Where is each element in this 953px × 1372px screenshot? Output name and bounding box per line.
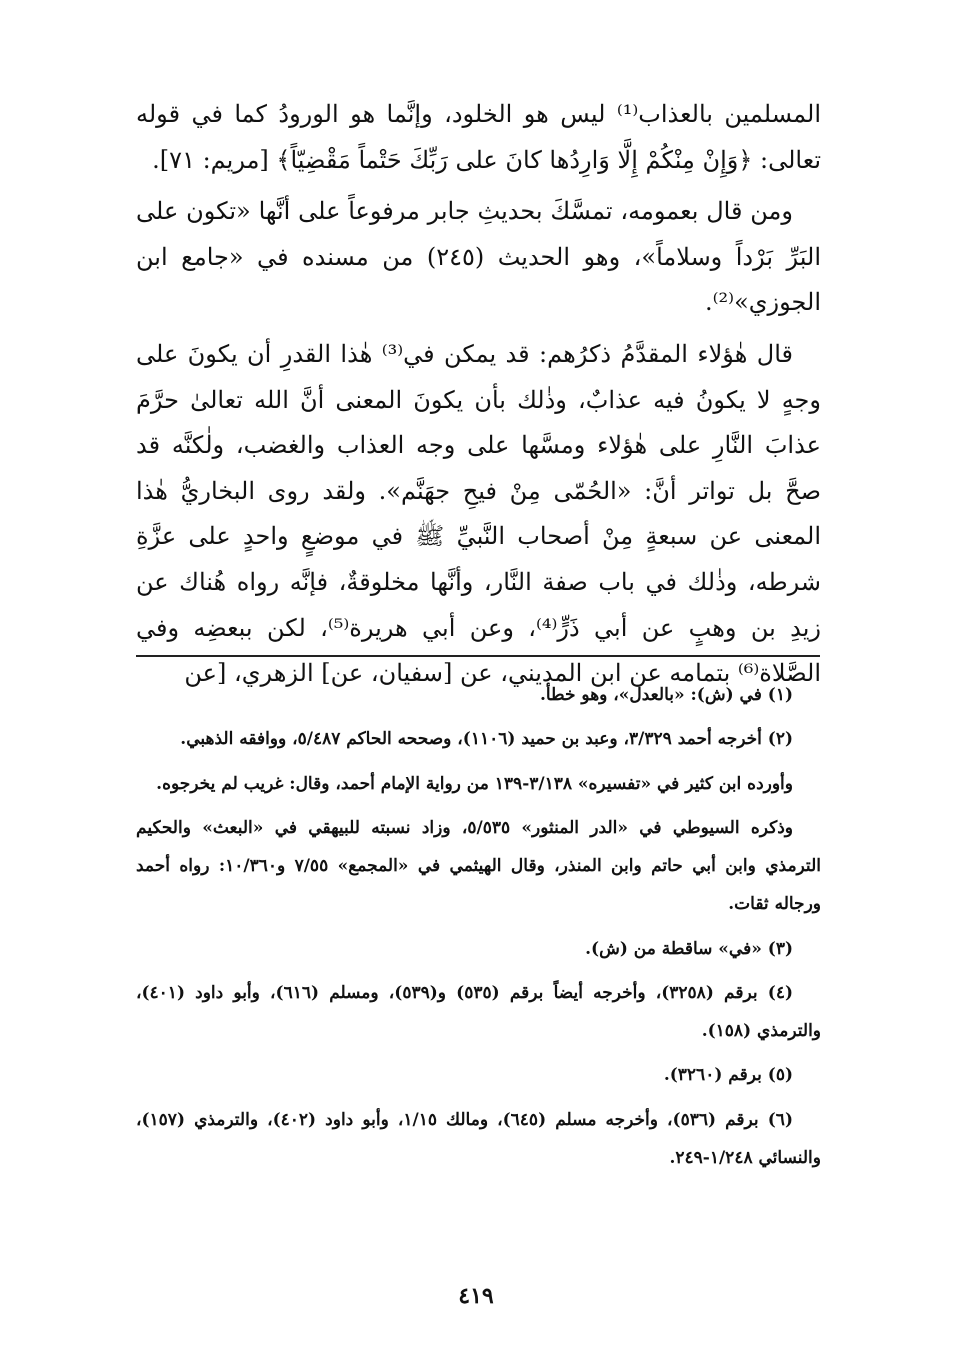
footnotes — [136, 676, 821, 1183]
footnote-separator — [136, 655, 820, 657]
footnote-2-continuation-b: وذكره السيوطي في «الدر المنثور» ٥/٥٣٥، وزاد نسبته للبيهقي في «البعث» والحكيم الترمذي وابن أبي حاتم وابن المنذر، وقال الهيثمي في «المجمع» ٧/٥٥ و١٠/٣٦٠: رواه أحمد ورجاله ثقات. — [136, 817, 821, 915]
footnote-6: (٦) برقم (٥٣٦)، وأخرجه مسلم (٦٤٥)، ومالك ١/١٥، وأبو داود (٤٠٢)، والترمذي (١٥٧)، والنسائي ١/٢٤٨-٢٤٩. — [136, 1109, 821, 1168]
footnote-5: (٥) برقم (٣٢٦٠). — [663, 1065, 793, 1086]
footnote-3: (٣) «في» ساقطة من (ش). — [585, 938, 793, 959]
page-number: ٤١٩ — [458, 1283, 494, 1309]
paragraph-2: ومن قال بعمومه، تمسَّكَ بحديثِ جابر مرفوعاً على أنَّها «تكون على البَرِّ بَرْداً وسلاماً»، وهو الحديث (٢٤٥) من مسنده في «جامع ابن الجوزي»⁽²⁾. — [136, 197, 821, 317]
main-text — [136, 92, 821, 703]
footnote-4: (٤) برقم (٣٢٥٨)، وأخرجه أيضاً برقم (٥٣٥) و(٥٣٩)، ومسلم (٦١٦)، وأبو داود (٤٠١)، والترمذي (١٥٨). — [136, 982, 821, 1041]
paragraph-1: المسلمين بالعذاب⁽¹⁾ ليس هو الخلود، وإنَّما هو الورودُ كما في قوله تعالى: ﴿وَإِنْ مِنْكُمْ إِلَّا وَارِدُها كانَ على رَبِّكَ حَتْماً مَقْضِيّاً﴾ [مريم: ٧١]. — [136, 100, 821, 174]
footnote-2-continuation-a: وأورده ابن كثير في «تفسيره» ٣/١٣٨-١٣٩ من رواية الإمام أحمد، وقال: غريب لم يخرجوه. — [156, 773, 793, 794]
paragraph-3: قال هٰؤلاء المقدَّمُ ذكرُهم: قد يمكن في⁽³⁾ هٰذا القدرِ أن يكونَ على وجهٍ لا يكونُ فيه عذابٌ، وذٰلك بأن يكونَ المعنى أنَّ الله تعالىٰ حرَّمَ عذابَ النَّارِ على هٰؤلاء ومسَّها على وجه العذاب والغضب، ولٰكنَّه قد صحَّ بل تواتر أنَّ: «الحُمّى مِنْ فيحِ جهَنَّم». ولقد روى البخاريُّ هٰذا المعنى عن سبعةٍ مِنْ أصحاب النَّبيِّ ﷺ في موضعٍ واحدٍ على عزَّةِ شرطه، وذٰلك في باب صفة النَّار، وأنَّها مخلوقةٌ، فإنَّه رواه هُناك عن زيدِ بن وهبٍ عن أبي ذَرٍّ⁽⁴⁾، وعن أبي هريرة⁽⁵⁾، لكن ببعضِه وفي الصَّلاة⁽⁶⁾ بتمامه عن ابن المديني، عن [سفيان، عن] الزهري، [عن — [136, 339, 821, 688]
footnote-1: (١) في (ش): «بالعدل»، وهو خطأ. — [539, 685, 793, 705]
footnote-2: (٢) أخرجه أحمد ٣/٣٢٩، وعبد بن حميد (١١٠٦)، وصححه الحاكم ٥/٤٨٧، ووافقه الذهبي. — [180, 729, 793, 750]
